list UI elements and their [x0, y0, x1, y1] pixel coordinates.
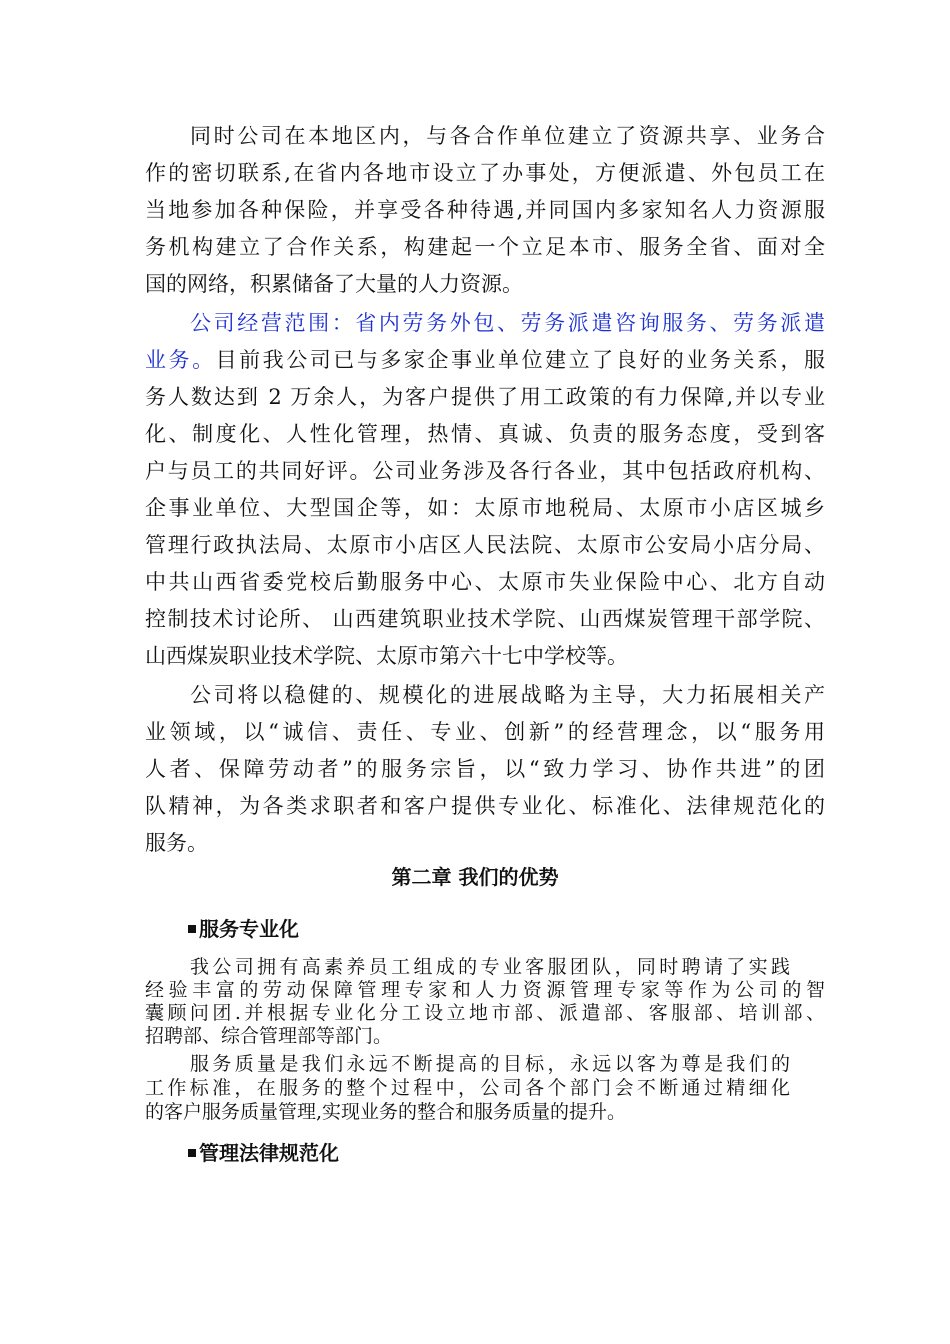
section-1-line: 经验丰富的劳动保障管理专家和人力资源管理专家等作为公司的智 — [145, 979, 825, 1001]
paragraph-2-line — [145, 342, 825, 379]
paragraph-3-line: 队精神，为各类求职者和客户提供专业化、标准化、法律规范化的 — [145, 794, 825, 818]
paragraph-2-line: 管理行政执法局、太原市小店区人民法院、太原市公安局小店分局、 — [145, 533, 825, 557]
square-bullet-icon — [188, 1149, 196, 1157]
section-1-line: 招聘部、综合管理部等部门。 — [145, 1025, 393, 1047]
paragraph-2-line: 企事业单位、大型国企等，如：太原市地税局、太原市小店区城乡 — [145, 496, 825, 520]
paragraph-2-line: 控制技术讨论所、 山西建筑职业技术学院、山西煤炭管理干部学院、 — [145, 607, 825, 631]
square-bullet-icon — [188, 925, 196, 933]
section-1-line: 的客户服务质量管理,实现业务的整合和服务质量的提升。 — [145, 1101, 627, 1123]
section-1-line: 囊顾问团.并根据专业化分工设立地市部、派遣部、客服部、培训部、 — [145, 1002, 825, 1024]
paragraph-3-line: 业领域，以“诚信、责任、专业、创新”的经营理念，以“服务用 — [145, 720, 825, 744]
section-heading-legal — [188, 1138, 339, 1168]
business-scope-line: 公司经营范围：省内劳务外包、劳务派遣咨询服务、劳务派遣 — [190, 311, 825, 335]
paragraph-2-line: 户与员工的共同好评。公司业务涉及各行各业，其中包括政府机构、 — [145, 459, 825, 483]
paragraph-2-line: 中共山西省委党校后勤服务中心、太原市失业保险中心、北方自动 — [145, 570, 825, 594]
chapter-heading: 第二章 我们的优势 — [391, 865, 559, 889]
paragraph-2-text: 目前我公司已与多家企事业单位建立了良好的业务关系，服 — [215, 348, 825, 372]
paragraph-3-line: 服务。 — [145, 831, 208, 855]
paragraph-1-line: 同时公司在本地区内，与各合作单位建立了资源共享、业务合 — [190, 124, 825, 148]
section-1-line: 服务质量是我们永远不断提高的目标，永远以客为尊是我们的 — [190, 1053, 790, 1075]
paragraph-1-line: 务机构建立了合作关系，构建起一个立足本市、服务全省、面对全 — [145, 235, 825, 259]
paragraph-2-line: 山西煤炭职业技术学院、太原市第六十七中学校等。 — [145, 644, 628, 668]
section-1-line: 工作标准，在服务的整个过程中，公司各个部门会不断通过精细化 — [145, 1077, 790, 1099]
paragraph-3-line: 公司将以稳健的、规模化的进展战略为主导，大力拓展相关产 — [190, 683, 825, 707]
paragraph-1-line: 作的密切联系,在省内各地市设立了办事处，方便派遣、外包员工在 — [145, 161, 825, 185]
business-scope-tail: 业务。 — [145, 348, 216, 372]
paragraph-2-line: 务人数达到 2 万余人，为客户提供了用工政策的有力保障,并以专业 — [145, 385, 825, 409]
section-title: 服务专业化 — [199, 917, 299, 941]
paragraph-2-line: 化、制度化、人性化管理，热情、真诚、负责的服务态度，受到客 — [145, 422, 825, 446]
section-heading-service — [188, 914, 299, 944]
paragraph-1-line: 当地参加各种保险，并享受各种待遇,并同国内多家知名人力资源服 — [145, 198, 825, 222]
section-title: 管理法律规范化 — [199, 1141, 339, 1165]
section-1-line: 我公司拥有高素养员工组成的专业客服团队，同时聘请了实践 — [190, 956, 790, 978]
paragraph-1-line: 国的网络，积累储备了大量的人力资源。 — [145, 272, 523, 296]
paragraph-3-line: 人者、保障劳动者”的服务宗旨，以“致力学习、协作共进”的团 — [145, 757, 825, 781]
